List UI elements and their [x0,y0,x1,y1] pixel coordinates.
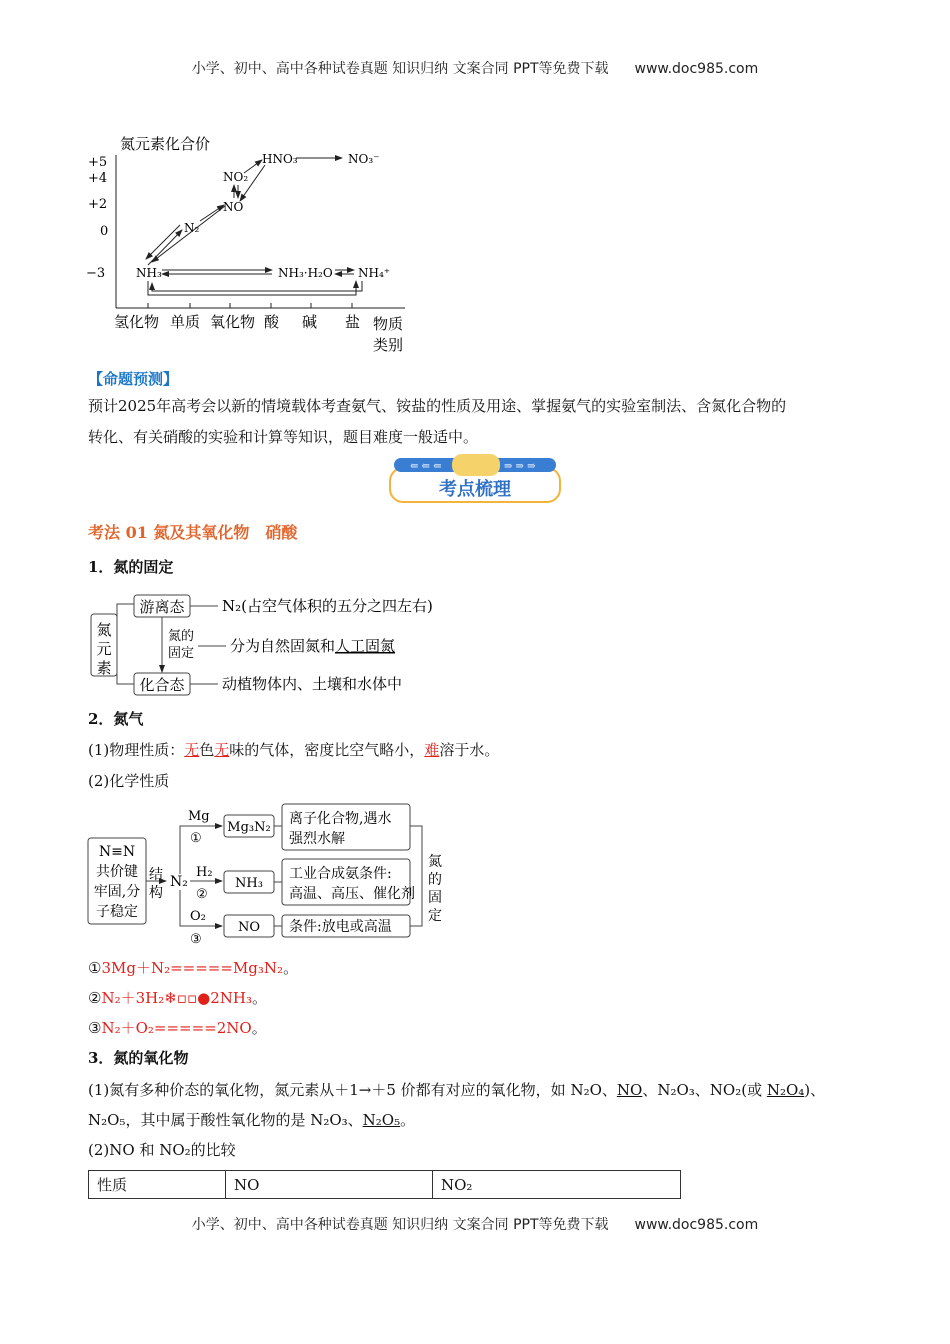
r3-reagent: O₂ [190,909,206,924]
page-header [0,58,950,78]
xcat-element: 单质 [170,313,201,331]
element-box-char1: 氮 [96,621,112,639]
oxides-line1 [88,1075,825,1105]
r2-reagent: H₂ [196,865,213,880]
chemical-properties-title: (2)化学性质 [88,772,170,790]
oxides-line2 [88,1105,415,1135]
ytick-plus4: +4 [88,171,108,186]
eq3-end: 。 [251,1019,267,1037]
compare-title: (2)NO 和 NO₂的比较 [88,1141,236,1159]
species-no: NO [223,200,244,214]
heading-nitrogen-gas: 2．氮气 [88,710,144,728]
fix-desc-a: 分为自然固氮和 [230,637,336,655]
xcat-oxide: 氧化物 [210,313,256,331]
table-row [89,1171,681,1199]
banner-text: 考点梳理 [439,479,511,500]
table-header-no: NO [226,1171,433,1199]
r2-num: ② [196,887,208,902]
r1-desc-2: 强烈水解 [289,831,345,847]
eq1-end: 。 [283,959,299,977]
n2-label: N₂ [170,874,188,890]
ytick-plus2: +2 [88,197,108,212]
prediction-line2: 转化、有关硝酸的实验和计算等知识，题目难度一般适中。 [88,428,479,446]
phys-w1: 无 [184,741,200,759]
r3-desc-1: 条件:放电或高温 [289,919,392,935]
header-url[interactable]: www.doc985.com [634,61,759,77]
r2-desc-1: 工业合成氨条件: [289,866,392,882]
free-state-desc: N₂(占空气体积的五分之四左右) [222,597,433,615]
banner-arrows-right: ⇛ ⇛ ⇛ [504,461,536,472]
fix-label-1: 氮的 [168,629,195,644]
phys-w2: 无 [214,741,230,759]
r2-product: NH₃ [235,876,263,891]
oxides-l1e: )、 [804,1081,826,1099]
eq3-num: ③ [88,1019,102,1037]
struct-label-1: 结 [149,867,163,883]
r1-product: Mg₃N₂ [227,820,271,835]
fix-char1: 氮 [428,854,442,870]
ytick-plus5: +5 [88,155,108,170]
species-no3: NO₃⁻ [348,152,380,166]
table-header-no2: NO₂ [433,1171,681,1199]
equation-2 [88,983,267,1013]
struct-line2: 共价键 [96,864,138,880]
physical-properties [88,735,499,765]
phys-t2: 味的气体，密度比空气略小， [229,741,425,759]
fix-char4: 定 [428,908,442,924]
species-no2: NO₂ [223,170,249,184]
species-n2: N₂ [184,221,200,235]
footer-url[interactable]: www.doc985.com [634,1217,759,1233]
struct-line3: 牢固,分 [93,884,141,900]
oxides-l1c: 、N₂O₃、NO₂(或 [642,1081,767,1099]
nitrogen-fixation-diagram [88,590,468,700]
r3-num: ③ [190,932,202,947]
fix-char3: 固 [428,890,442,906]
xcat-acid: 酸 [264,313,280,331]
eq2-text: N₂＋3H₂❄▫▫●2NH₃ [101,989,252,1007]
svg-text:分为自然固氮和人工固氮 [230,637,395,655]
combined-state-desc: 动植物体内、土壤和水体中 [222,675,403,693]
xcat-hydride: 氢化物 [114,313,160,331]
table-header-property: 性质 [89,1171,226,1199]
struct-line4: 子稳定 [96,904,138,920]
footer-text: 小学、初中、高中各种试卷真题 知识归纳 文案合同 PPT等免费下载 [191,1217,609,1233]
heading-nitrogen-oxides: 3．氮的氧化物 [88,1049,189,1067]
species-nh3h2o: NH₃·H₂O [278,266,333,280]
y-axis-label: 氮元素化合价 [120,135,211,153]
oxides-l1a: (1)氮有多种价态的氧化物，氮元素从＋1→＋5 价都有对应的氧化物，如 N₂O、 [88,1081,617,1099]
page-footer [0,1214,950,1234]
banner-arrows-left: ⇚ ⇚ ⇚ [410,461,442,472]
header-text: 小学、初中、高中各种试卷真题 知识归纳 文案合同 PPT等免费下载 [191,61,609,77]
free-state-label: 游离态 [139,598,185,616]
equation-3 [88,1013,267,1043]
xcat-base: 碱 [302,313,318,331]
r2-desc-2: 高温、高压、催化剂 [289,886,415,902]
oxides-l1d: N₂O₄ [766,1081,805,1099]
xcat-salt: 盐 [345,313,361,331]
x-axis-label-2: 类别 [373,336,404,354]
ytick-minus3: −3 [86,266,106,281]
ytick-zero: 0 [100,224,109,239]
oxides-l1b: NO [616,1081,643,1099]
prediction-title: 【命题预测】 [88,370,179,388]
nitrogen-reactions-diagram [86,800,456,950]
phys-prefix: (1)物理性质： [88,741,185,759]
r1-num: ① [190,831,202,846]
species-hno3: HNO₃ [262,152,298,166]
eq2-num: ② [88,989,102,1007]
species-nh4: NH₄⁺ [358,266,391,280]
heading-nitrogen-fixation: 1．氮的固定 [88,558,174,576]
r1-desc-1: 离子化合物,遇水 [289,811,392,827]
no-no2-comparison-table [88,1170,681,1199]
phys-t1: 色 [199,741,215,759]
combined-state-label: 化合态 [139,676,185,694]
r1-reagent: Mg [188,809,210,824]
fix-label-2: 固定 [168,646,195,661]
nitrogen-valence-diagram [80,125,420,357]
eq3-text: N₂＋O₂=====2NO [101,1019,252,1037]
fix-char2: 的 [428,872,442,888]
eq1-num: ① [88,959,102,977]
eq1-text: 3Mg＋N₂=====Mg₃N₂ [101,959,284,977]
phys-t3: 溶于水。 [439,741,500,759]
equation-1 [88,953,298,983]
struct-label-2: 构 [149,885,163,901]
r3-product: NO [237,920,261,935]
species-nh3: NH₃ [136,266,162,280]
oxides-l2c: 。 [400,1111,416,1129]
eq2-end: 。 [251,989,267,1007]
struct-line1: N≡N [98,844,136,860]
section-title: 考法 01 氮及其氧化物 硝酸 [88,523,298,542]
x-axis-label-1: 物质 [373,315,404,333]
kaodian-banner [386,452,564,506]
phys-w3: 难 [424,741,440,759]
prediction-line1: 预计2025年高考会以新的情境载体考查氨气、铵盐的性质及用途、掌握氨气的实验室制法、含氮化合物的 [88,397,787,415]
oxides-l2b: N₂O₅ [362,1111,401,1129]
fix-desc-b: 人工固氮 [335,637,396,655]
element-box-char2: 元 [96,640,112,658]
element-box-char3: 素 [96,659,112,677]
oxides-l2a: N₂O₅，其中属于酸性氧化物的是 N₂O₃、 [88,1111,363,1129]
